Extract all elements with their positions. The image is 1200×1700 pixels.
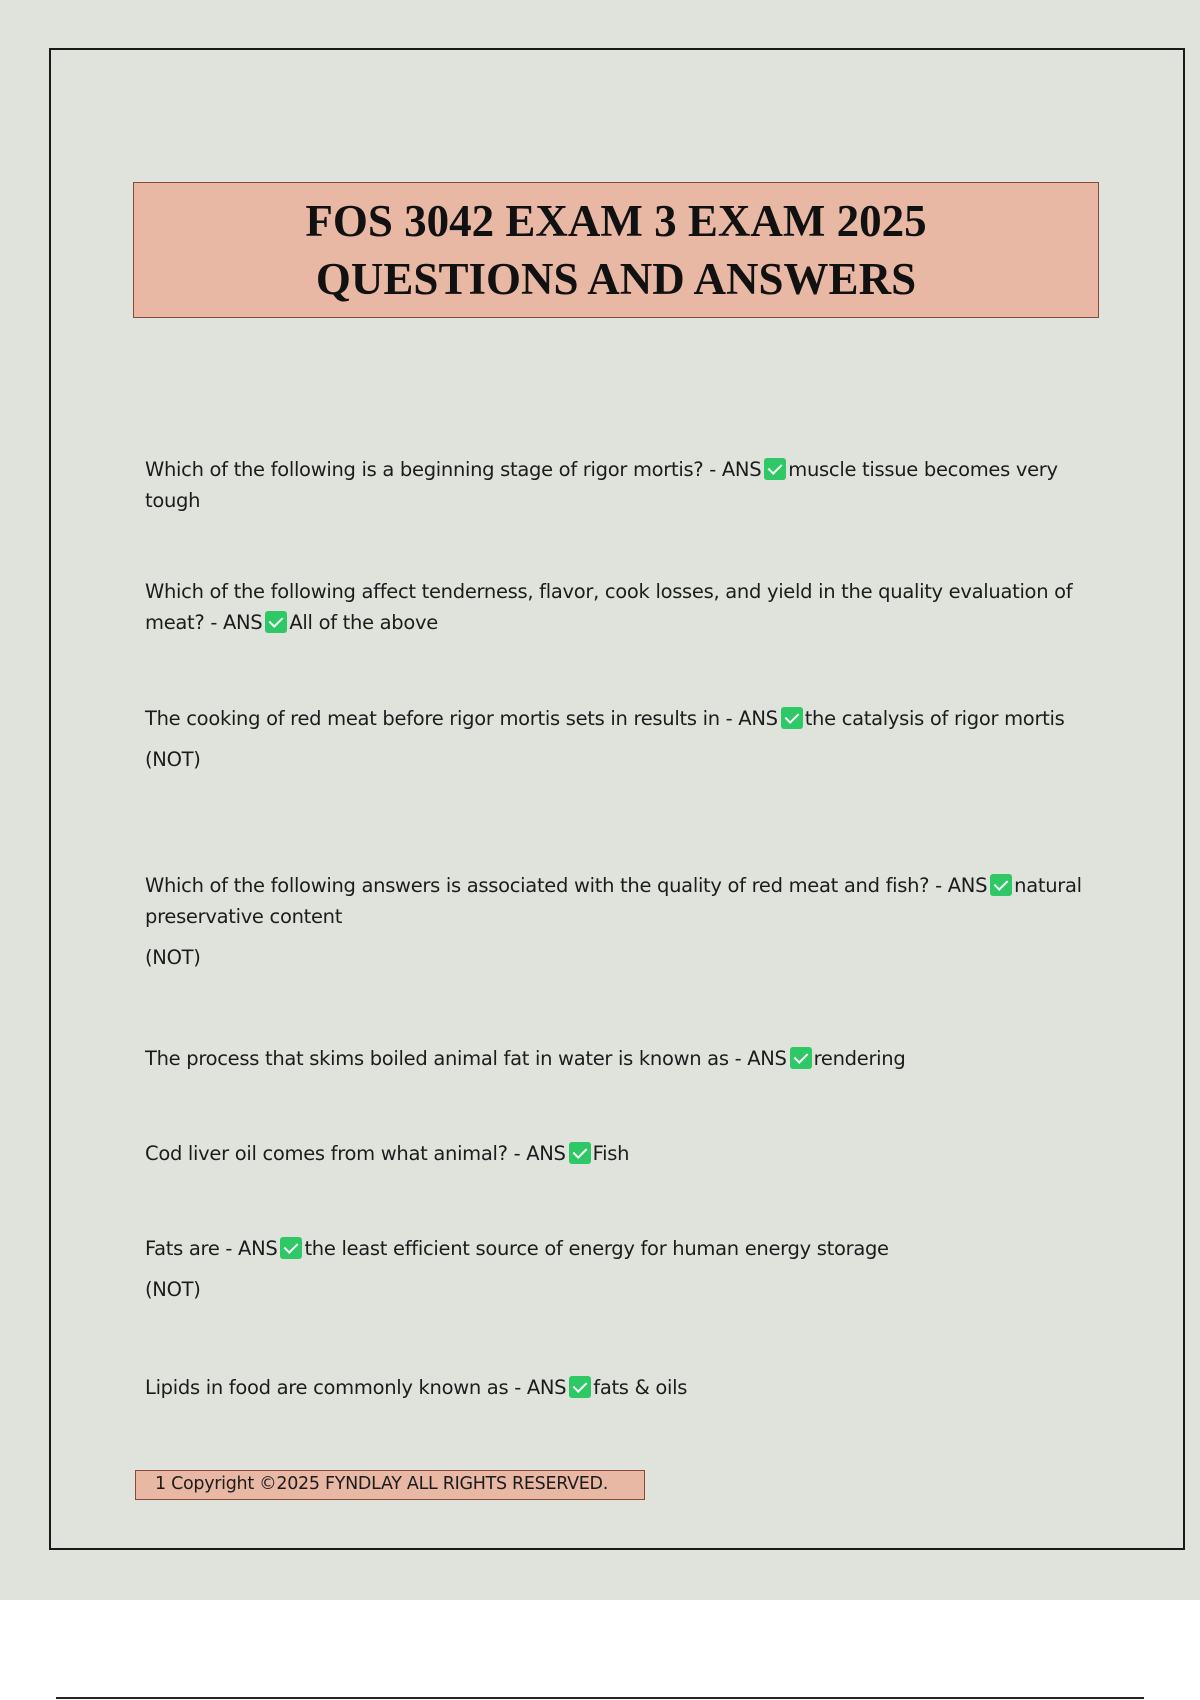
answer-note: (NOT) (145, 1278, 201, 1301)
answer-text: fats & oils (593, 1376, 688, 1399)
qa-item-5 (145, 1043, 1095, 1074)
check-mark-icon (990, 874, 1012, 896)
answer-note: (NOT) (145, 946, 201, 969)
document-title-line-1: FOS 3042 EXAM 3 EXAM 2025 (305, 196, 927, 246)
check-mark-icon (280, 1237, 302, 1259)
answer-text: muscle tissue becomes very tough (145, 458, 1058, 512)
question-text: Cod liver oil comes from what animal? - ANS (145, 1142, 566, 1165)
question-text: The cooking of red meat before rigor mortis sets in results in - ANS (145, 707, 778, 730)
answer-text: Fish (592, 1142, 630, 1165)
document-title-box (133, 182, 1099, 318)
check-mark-icon (265, 611, 287, 633)
question-text: Lipids in food are commonly known as - ANS (145, 1376, 567, 1399)
check-mark-icon (781, 707, 803, 729)
qa-item-2 (145, 576, 1095, 638)
answer-note: (NOT) (145, 748, 201, 771)
qa-item-8 (145, 1372, 1095, 1403)
qa-item-6 (145, 1138, 1095, 1169)
answer-text: rendering (813, 1047, 906, 1070)
copyright-footer: 1 Copyright ©2025 FYNDLAY ALL RIGHTS RESERVED. (135, 1470, 645, 1500)
qa-item-1 (145, 454, 1095, 516)
qa-item-7 (145, 1233, 1095, 1305)
qa-item-3 (145, 703, 1095, 775)
check-mark-icon (569, 1376, 591, 1398)
check-mark-icon (569, 1142, 591, 1164)
check-mark-icon (790, 1047, 812, 1069)
answer-text: the least efficient source of energy for human energy storage (304, 1237, 889, 1260)
qa-item-4 (145, 870, 1095, 973)
answer-text: All of the above (289, 611, 438, 634)
question-text: Which of the following affect tenderness, flavor, cook losses, and yield in the quality evaluation of meat? - ANS (145, 580, 1073, 634)
question-text: Which of the following answers is associated with the quality of red meat and fish? - ANS (145, 874, 988, 897)
check-mark-icon (764, 458, 786, 480)
question-text: Which of the following is a beginning stage of rigor mortis? - ANS (145, 458, 762, 481)
answer-text: the catalysis of rigor mortis (804, 707, 1065, 730)
bottom-divider (56, 1697, 1144, 1699)
question-text: The process that skims boiled animal fat in water is known as - ANS (145, 1047, 787, 1070)
question-text: Fats are - ANS (145, 1237, 278, 1260)
document-title-line-2: QUESTIONS AND ANSWERS (315, 254, 917, 304)
answer-text: natural preservative content (145, 874, 1082, 928)
